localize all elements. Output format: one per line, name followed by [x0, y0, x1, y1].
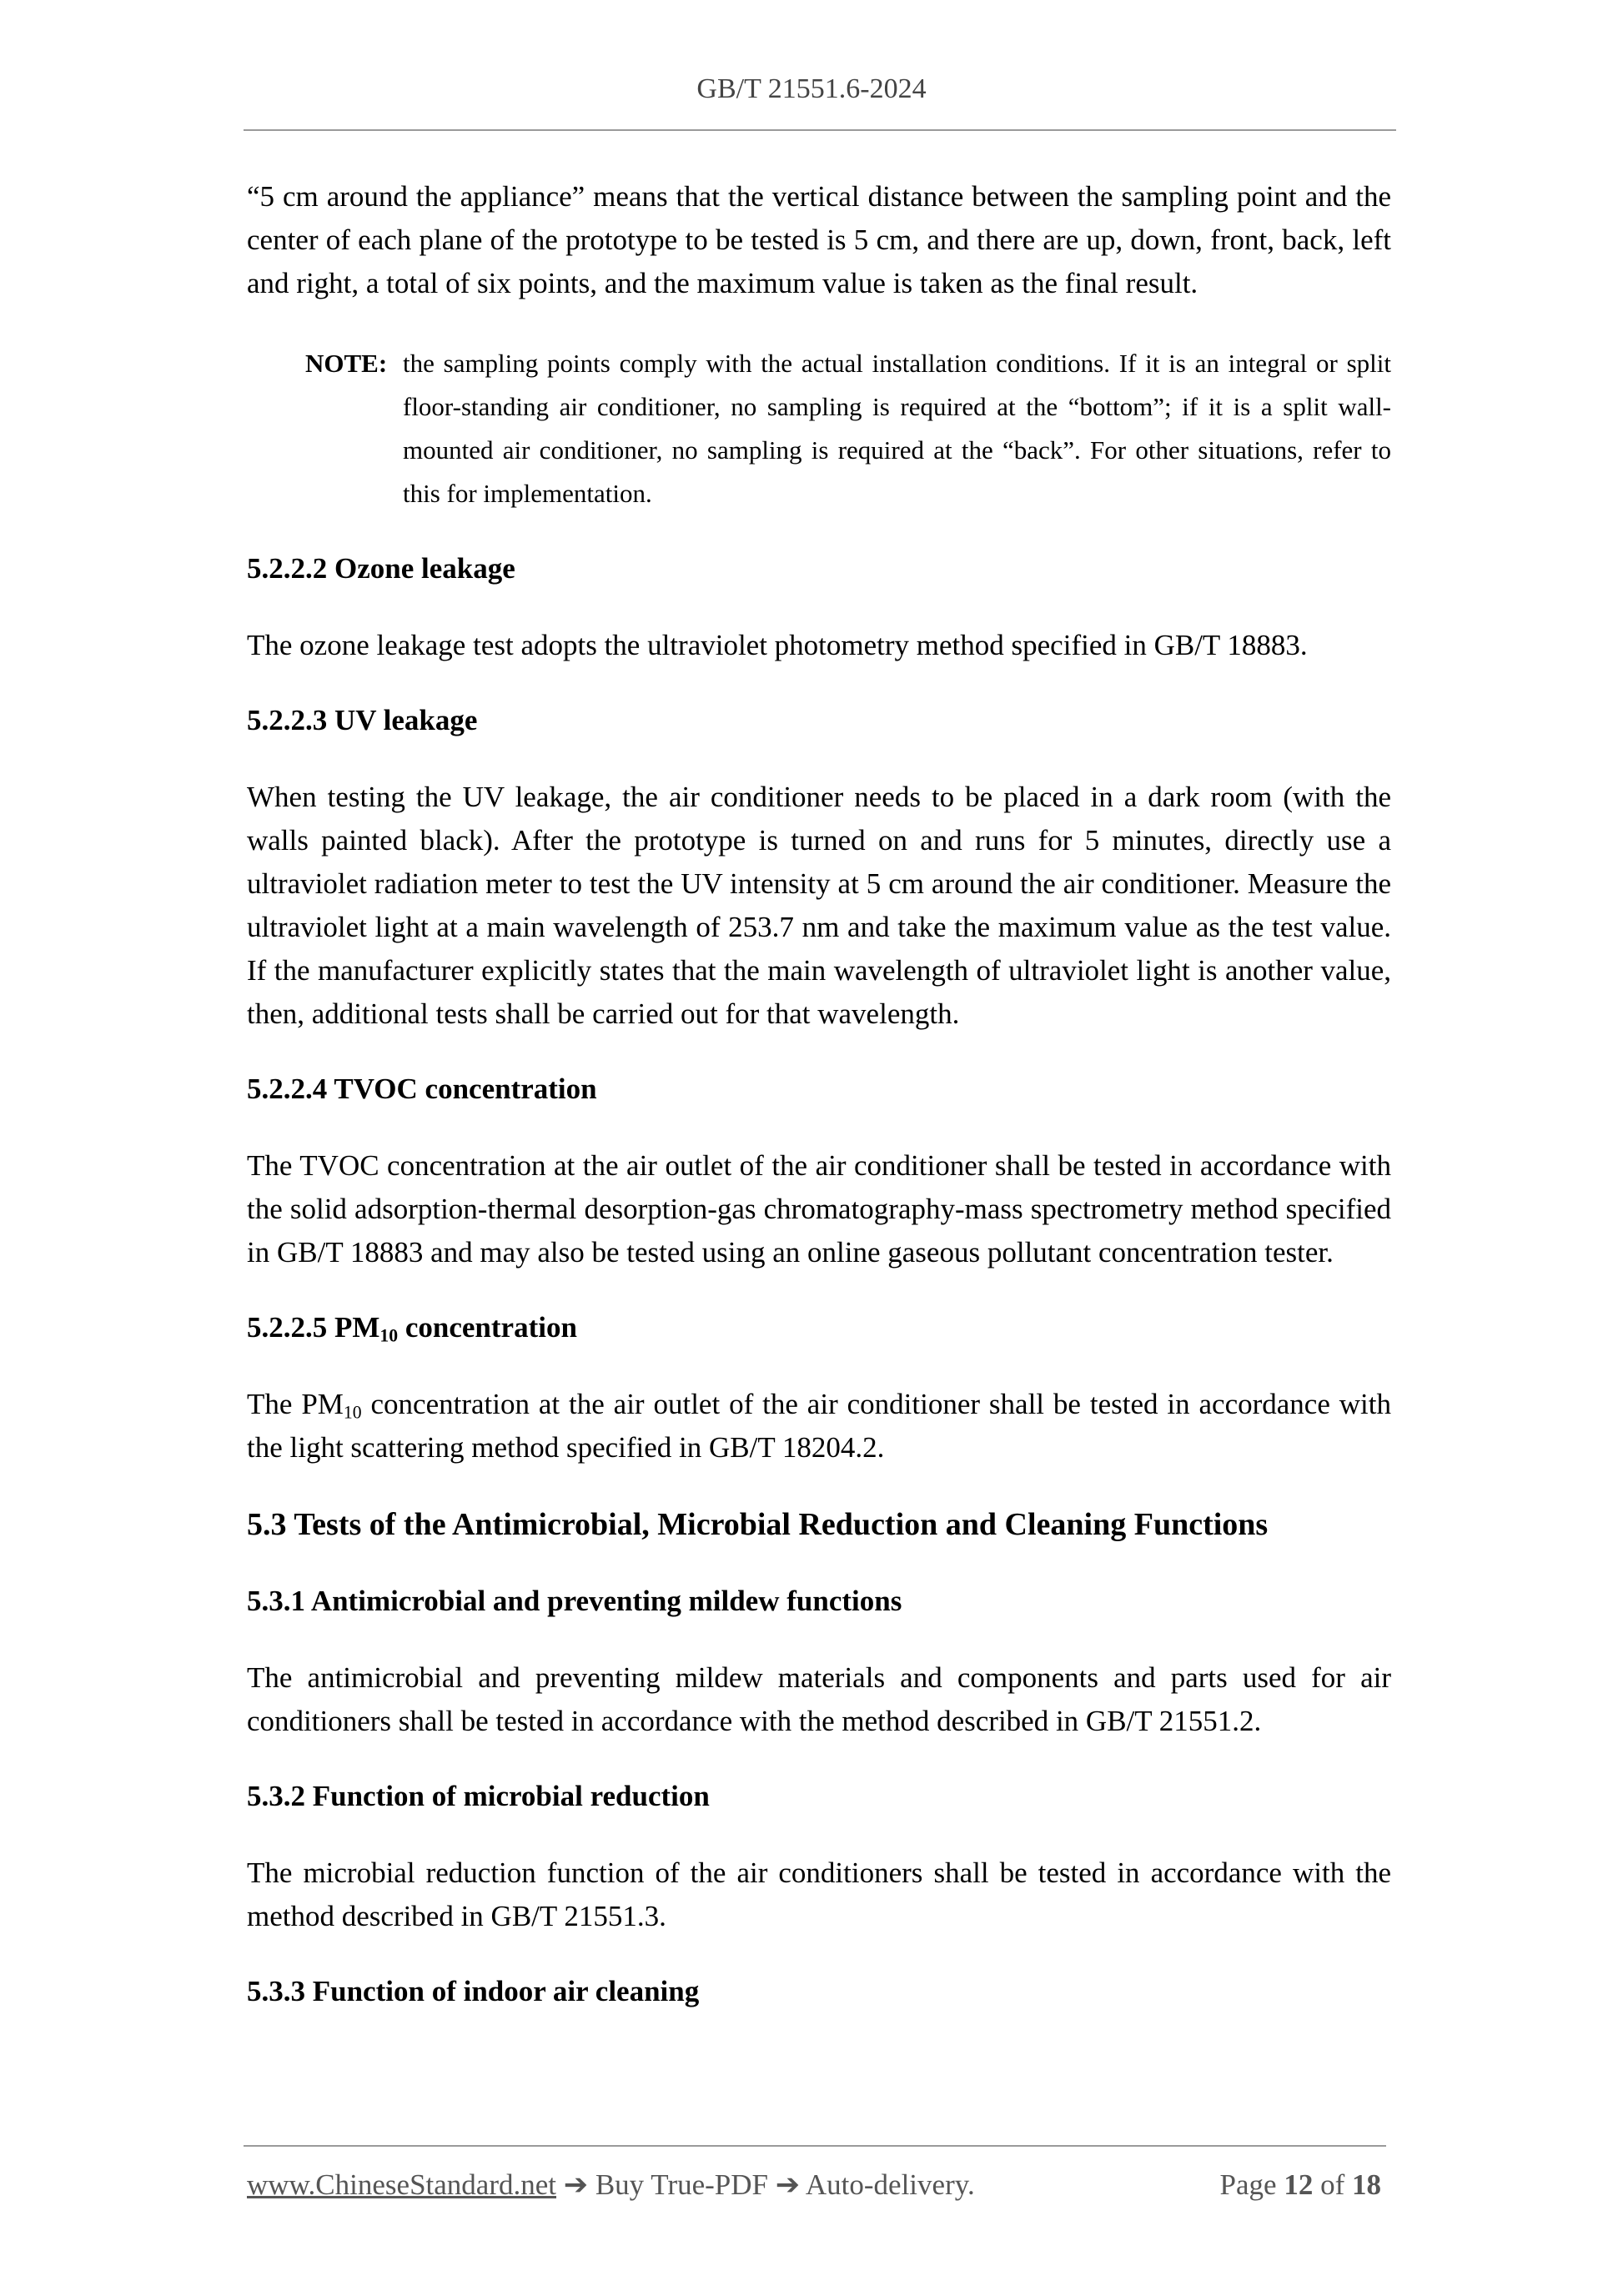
heading-5-2-2-5-subscript: 10 [379, 1325, 399, 1346]
heading-5-2-2-3: 5.2.2.3 UV leakage [247, 704, 478, 736]
heading-5-2-2-5-suffix: concentration [398, 1311, 577, 1344]
heading-5-2-2-5 [247, 1306, 1391, 1349]
document-body [247, 175, 1391, 2013]
heading-5-3-1: 5.3.1 Antimicrobial and preventing mildew functions [247, 1585, 902, 1617]
heading-5-3-3: 5.3.3 Function of indoor air cleaning [247, 1975, 700, 2007]
heading-5-3: 5.3 Tests of the Antimicrobial, Microbial Reduction and Cleaning Functions [247, 1507, 1269, 1542]
footer-promo [247, 2168, 975, 2202]
heading-5-2-2-4: 5.2.2.4 TVOC concentration [247, 1073, 597, 1105]
arrow-right-icon: ➔ [563, 2168, 589, 2201]
page-footer [247, 2168, 1381, 2202]
paragraph-tvoc-concentration: The TVOC concentration at the air outlet of the air conditioner shall be tested in accordance with the solid adsorption-thermal desorption-gas chromatography-mass spectrometry method specified in GB/T 18883 and may also be tested using an online gaseous pollutant concentration tester. [247, 1149, 1391, 1269]
footer-divider [244, 2145, 1386, 2147]
note-text: the sampling points comply with the actual installation conditions. If it is an integral or split floor-standing air conditioner, no sampling is required at the “bottom”; if it is a split wall-mounted air conditioner, no sampling is required at the “back”. For other situations, refer to this for implementation. [403, 349, 1391, 508]
heading-5-3-2: 5.3.2 Function of microbial reduction [247, 1780, 710, 1812]
page-indicator [1220, 2168, 1381, 2202]
arrow-right-icon: ➔ [775, 2168, 801, 2201]
of-label: of [1320, 2168, 1345, 2201]
page-total: 18 [1352, 2168, 1381, 2201]
pm10-paragraph-subscript: 10 [343, 1402, 362, 1423]
heading-5-2-2-5-prefix: 5.2.2.5 PM [247, 1311, 380, 1344]
note-label: NOTE: [305, 349, 388, 378]
pm10-paragraph-suffix: concentration at the air outlet of the air conditioner shall be tested in accordance with the light scattering method specified in GB/T 18204.2. [247, 1388, 1392, 1464]
paragraph-antimicrobial: The antimicrobial and preventing mildew materials and components and parts used for air conditioners shall be tested in accordance with the method described in GB/T 21551.2. [247, 1661, 1391, 1737]
paragraph-pm10-concentration [247, 1383, 1391, 1470]
document-header-title: GB/T 21551.6-2024 [696, 73, 927, 104]
paragraph-ozone-leakage: The ozone leakage test adopts the ultraviolet photometry method specified in GB/T 18883. [247, 629, 1308, 661]
paragraph-microbial-reduction: The microbial reduction function of the air conditioners shall be tested in accordance with the method described in GB/T 21551.3. [247, 1856, 1391, 1932]
heading-5-2-2-2: 5.2.2.2 Ozone leakage [247, 552, 515, 585]
intro-paragraph: “5 cm around the appliance” means that the vertical distance between the sampling point and the center of each plane of the prototype to be tested is 5 cm, and there are up, down, front, back, left and right, a total of six points, and the maximum value is taken as the final result. [247, 180, 1391, 299]
page-number: 12 [1284, 2168, 1314, 2201]
header-divider [244, 129, 1396, 131]
page-label: Page [1219, 2168, 1277, 2201]
buy-true-pdf-text: Buy True-PDF [588, 2168, 776, 2201]
paragraph-uv-leakage: When testing the UV leakage, the air conditioner needs to be placed in a dark room (with the walls painted black). After the prototype is turned on and runs for 5 minutes, directly use a ultraviolet radiation meter to test the UV intensity at 5 cm around the air conditioner. Measure the ultraviolet light at a main wavelength of 253.7 nm and take the maximum value as the test value. If the manufacturer explicitly states that the main wavelength of ultraviolet light is another value, then, additional tests shall be carried out for that wavelength. [247, 781, 1391, 1030]
auto-delivery-text: Auto-delivery. [800, 2168, 975, 2201]
website-link[interactable]: www.ChineseStandard.net [247, 2168, 556, 2201]
pm10-paragraph-prefix: The PM [247, 1388, 344, 1420]
note-block [305, 342, 1391, 515]
